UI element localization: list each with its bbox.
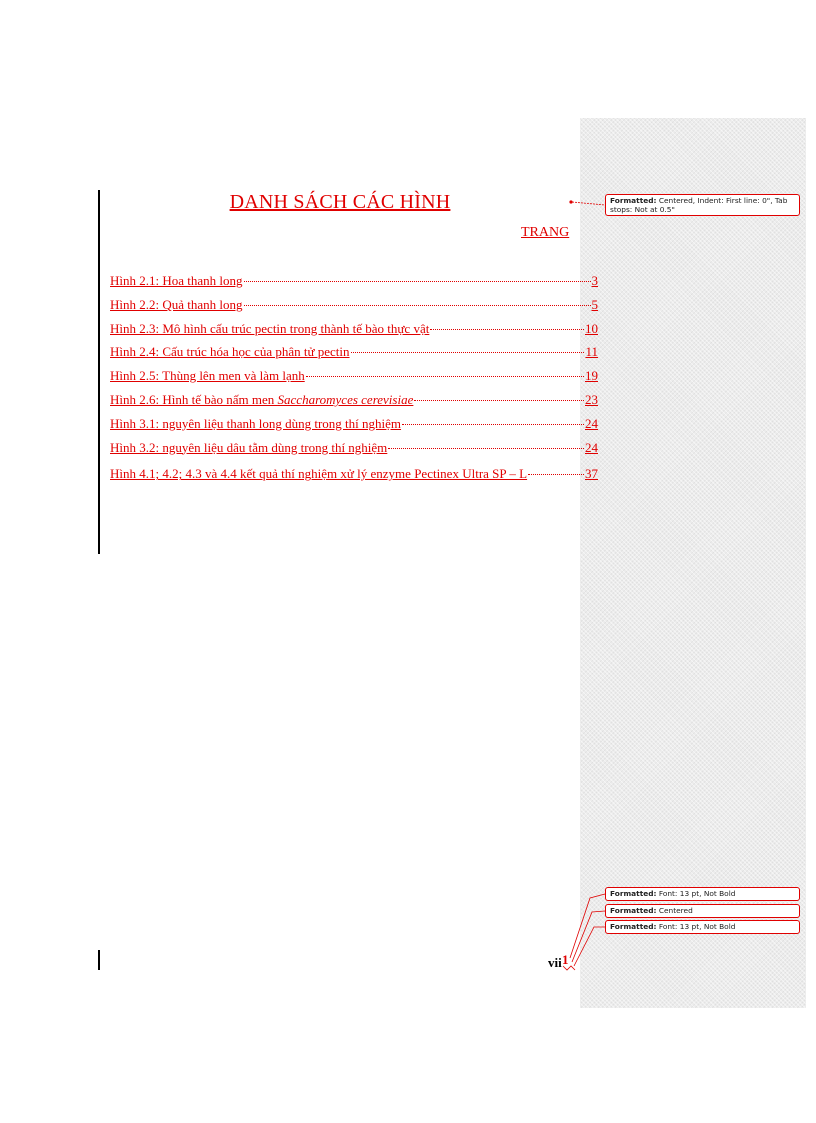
comment-balloon[interactable] <box>605 194 800 216</box>
toc-entry-label-prefix: Hình 2.6: Hình tế bào nấm men <box>110 391 278 407</box>
toc-entry-label <box>110 392 413 408</box>
dot-leader <box>414 389 584 401</box>
toc-entry-page: 19 <box>585 368 598 384</box>
toc-entry-label-italic: Saccharomyces cerevisiae <box>277 391 414 407</box>
comment-text: Centered, Indent: First line: 0", Tab stops: Not at 0.5" <box>610 196 788 214</box>
dot-leader <box>402 413 584 425</box>
toc-entry[interactable] <box>110 389 598 413</box>
comment-tag: Formatted: <box>610 196 657 205</box>
dot-leader <box>244 270 591 282</box>
toc-entry-page: 5 <box>591 296 598 312</box>
toc-entry[interactable] <box>110 463 598 487</box>
toc-entry[interactable] <box>110 437 598 461</box>
page-title: DANH SÁCH CÁC HÌNH <box>229 191 451 213</box>
footer-page-number: vii <box>548 955 562 970</box>
toc-entry[interactable] <box>110 413 598 437</box>
dot-leader <box>430 318 584 330</box>
toc-entry-label: Hình 3.2: nguyên liệu dâu tằm dùng trong thí nghiệm <box>110 439 388 455</box>
toc-entry-label: Hình 2.3: Mô hình cấu trúc pectin trong thành tế bào thực vật <box>110 320 430 336</box>
page-column-label: TRANG <box>521 225 570 240</box>
dot-leader <box>528 463 584 475</box>
markup-pane <box>580 118 806 1008</box>
toc-entry-label: Hình 4.1; 4.2; 4.3 và 4.4 kết quả thí nghiệm xử lý enzyme Pectinex Ultra SP – L <box>110 466 528 482</box>
toc-entry-page: 24 <box>585 439 598 455</box>
toc-entry[interactable] <box>110 318 598 342</box>
toc-entry-label: Hình 2.2: Quả thanh long <box>110 296 243 312</box>
toc-entry-label: Hình 2.5: Thùng lên men và làm lạnh <box>110 368 305 384</box>
comment-tag: Formatted: <box>610 906 657 915</box>
comment-text: Font: 13 pt, Not Bold <box>658 922 736 931</box>
comment-text: Centered <box>658 906 693 915</box>
change-bar-top <box>98 190 100 554</box>
dot-leader <box>244 294 591 306</box>
comment-text: Font: 13 pt, Not Bold <box>658 889 736 898</box>
comment-tag: Formatted: <box>610 889 657 898</box>
toc-entry-page: 11 <box>585 344 598 360</box>
comment-balloon[interactable] <box>605 920 800 934</box>
comment-tag: Formatted: <box>610 922 657 931</box>
comment-balloon[interactable] <box>605 904 800 918</box>
dot-leader <box>388 437 584 449</box>
insertion-mark: 1 <box>562 952 569 967</box>
toc-entry-page: 23 <box>585 391 598 407</box>
toc-entry-label: Hình 2.4: Cấu trúc hóa học của phân tử pectin <box>110 344 350 360</box>
toc-entry[interactable] <box>110 294 598 318</box>
toc-entry[interactable] <box>110 341 598 365</box>
toc-entry-label: Hình 3.1: nguyên liệu thanh long dùng trong thí nghiệm <box>110 415 402 431</box>
toc-entry-page: 24 <box>585 415 598 431</box>
change-bar-footer <box>98 950 100 970</box>
figure-list <box>110 270 598 487</box>
toc-entry-page: 3 <box>591 273 598 288</box>
toc-entry[interactable] <box>110 365 598 389</box>
toc-entry-label: Hình 2.1: Hoa thanh long <box>110 273 243 288</box>
toc-entry-page: 37 <box>585 466 598 482</box>
dot-leader <box>351 341 585 353</box>
comment-balloon[interactable] <box>605 887 800 901</box>
toc-entry[interactable] <box>110 270 598 294</box>
dot-leader <box>306 365 584 377</box>
toc-entry-page: 10 <box>585 320 598 336</box>
